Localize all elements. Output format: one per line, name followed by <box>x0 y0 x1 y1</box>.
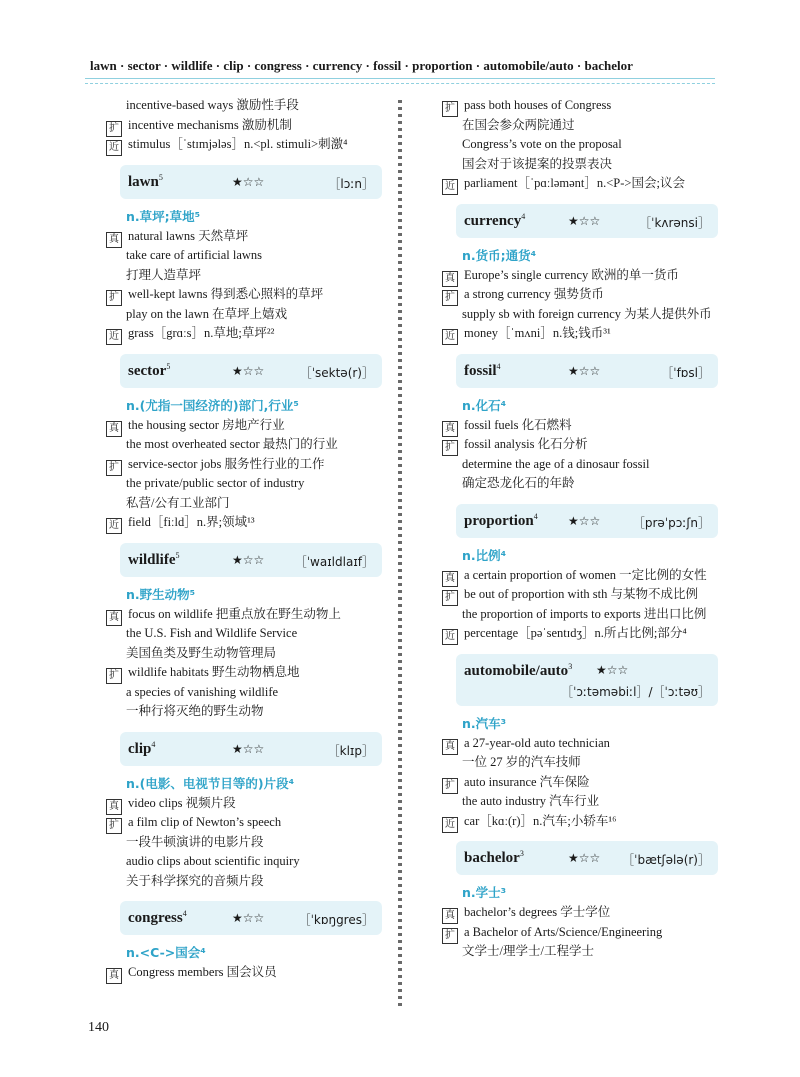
example-line <box>442 585 732 605</box>
entry-header-proportion <box>456 504 718 538</box>
tag-zhen-icon: 真 <box>442 271 458 287</box>
frequency-count: 5 <box>166 361 171 371</box>
tag-jin-icon: 近 <box>442 817 458 833</box>
frequency-count: 4 <box>182 909 187 918</box>
frequency-count: 4 <box>151 739 156 749</box>
star-rating-icon: ★☆☆ <box>232 911 265 925</box>
example-line <box>442 266 732 286</box>
example-line <box>442 135 732 155</box>
line-text: a strong currency 强势货币 <box>464 287 604 301</box>
headword <box>464 662 572 680</box>
headword <box>464 512 538 530</box>
line-text: 关于科学探究的音频片段 <box>126 873 264 888</box>
line-text: 一段牛顿演讲的电影片段 <box>126 834 264 849</box>
line-text: stimulus［ˈstɪmjələs］n.<pl. stimuli>刺激⁴ <box>128 137 348 151</box>
part-of-speech-definition: n.比例⁴ <box>462 547 507 563</box>
headword-text: proportion <box>464 512 534 529</box>
line-text: the private/public sector of industry <box>126 476 305 490</box>
entry-header-sector <box>120 354 382 388</box>
star-rating-icon: ★☆☆ <box>232 552 265 567</box>
headword-text: clip <box>128 740 152 757</box>
headword-text: sector <box>128 362 167 379</box>
frequency-count: 3 <box>519 849 524 858</box>
line-text: auto insurance 汽车保险 <box>464 774 590 789</box>
tag-jin-icon: 近 <box>106 329 122 345</box>
line-text: the auto industry 汽车行业 <box>462 794 600 808</box>
tag-zhen-icon: 真 <box>106 610 122 626</box>
headword <box>464 212 525 230</box>
star-rating-icon: ★☆☆ <box>596 662 629 677</box>
line-text: wildlife habitats 野生动物栖息地 <box>128 665 300 679</box>
line-text: money［ˈmʌni］n.钱;钱币³¹ <box>464 326 611 340</box>
part-of-speech-definition: n.(尤指一国经济的)部门,行业⁵ <box>126 397 299 413</box>
frequency-count: 4 <box>533 511 538 521</box>
star-rating-icon: ★☆☆ <box>568 513 601 528</box>
line-text: bachelor’s degrees 学士学位 <box>464 905 611 919</box>
line-text: a certain proportion of women 一定比例的女性 <box>464 567 707 582</box>
line-text: play on the lawn 在草坪上嬉戏 <box>126 306 288 321</box>
line-text: a species of vanishing wildlife <box>126 684 279 699</box>
star-rating-icon: ★☆☆ <box>232 363 265 378</box>
line-text: 确定恐龙化石的年龄 <box>462 476 575 490</box>
example-line <box>106 227 396 247</box>
example-line <box>106 96 396 116</box>
example-line <box>106 494 396 514</box>
example-line <box>442 734 732 754</box>
phonetic: ［klɪp］ <box>327 743 374 758</box>
example-line <box>106 324 396 344</box>
line-text: a Bachelor of Arts/Science/Engineering <box>464 924 663 939</box>
line-text: a 27-year-old auto technician <box>464 735 610 750</box>
example-line <box>106 872 396 892</box>
line-text: 文学士/理学士/工程学士 <box>462 944 594 958</box>
example-line <box>106 644 396 664</box>
line-text: car［kɑː(r)］n.汽车;小轿车¹⁶ <box>464 813 617 828</box>
tag-zhen-icon: 真 <box>106 968 122 984</box>
example-line <box>442 566 732 586</box>
line-text: incentive-based ways 激励性手段 <box>126 98 299 112</box>
headword-text: lawn <box>128 173 159 190</box>
example-line <box>442 474 732 494</box>
example-line <box>442 923 732 943</box>
tag-zhen-icon: 真 <box>442 571 458 587</box>
line-text: 美国鱼类及野生动物管理局 <box>126 645 277 660</box>
headword <box>128 173 163 191</box>
line-text: the U.S. Fish and Wildlife Service <box>126 626 298 640</box>
frequency-count: 5 <box>175 550 180 560</box>
part-of-speech-definition: n.(电影、电视节目等的)片段⁴ <box>126 775 295 791</box>
tag-kuo-icon: 扩 <box>106 290 122 306</box>
headword-text: congress <box>128 910 183 926</box>
line-text: 国会对于该提案的投票表决 <box>462 156 613 171</box>
headword-text: bachelor <box>464 850 520 866</box>
example-line <box>106 135 396 155</box>
line-text: Congress members 国会议员 <box>128 965 277 979</box>
entry-header-currency <box>456 204 718 238</box>
left-column <box>106 96 396 983</box>
part-of-speech-definition: n.草坪;草地⁵ <box>126 208 201 224</box>
tag-jin-icon: 近 <box>442 329 458 345</box>
line-text: incentive mechanisms 激励机制 <box>128 117 292 132</box>
frequency-count: 5 <box>158 172 163 182</box>
tag-kuo-icon: 扩 <box>442 440 458 456</box>
example-line <box>442 753 732 773</box>
tag-kuo-icon: 扩 <box>106 460 122 476</box>
tag-kuo-icon: 扩 <box>442 101 458 117</box>
example-line <box>106 663 396 683</box>
headword <box>128 740 155 758</box>
example-line <box>442 792 732 812</box>
header-dashed-rule <box>85 83 715 84</box>
header-rule <box>85 78 715 79</box>
tag-kuo-icon: 扩 <box>106 818 122 834</box>
tag-jin-icon: 近 <box>442 629 458 645</box>
example-line <box>106 285 396 305</box>
example-line <box>106 963 396 983</box>
example-line <box>106 455 396 475</box>
line-text: natural lawns 天然草坪 <box>128 228 249 243</box>
line-text: determine the age of a dinosaur fossil <box>462 456 650 471</box>
line-text: 一种行将灭绝的野生动物 <box>126 704 264 718</box>
phonetic: ［ˈɔːtəməbiːl］/［ˈɔːtəʊ］ <box>561 684 710 699</box>
example-line <box>106 435 396 455</box>
tag-kuo-icon: 扩 <box>442 778 458 794</box>
star-rating-icon: ★☆☆ <box>568 851 601 865</box>
phonetic: ［ˈfɒsl］ <box>661 365 710 380</box>
column-divider <box>396 100 404 1010</box>
line-text: service-sector jobs 服务性行业的工作 <box>128 456 325 471</box>
phonetic: ［ˈwaɪldlaɪf］ <box>294 554 374 569</box>
line-text: grass［grɑːs］n.草地;草坪²² <box>128 326 275 340</box>
tag-kuo-icon: 扩 <box>106 121 122 137</box>
part-of-speech-definition: n.野生动物⁵ <box>126 586 196 602</box>
tag-zhen-icon: 真 <box>106 421 122 437</box>
frequency-count: 4 <box>496 361 501 371</box>
part-of-speech-definition: n.<C->国会⁴ <box>126 945 206 960</box>
headword-text: automobile/auto <box>464 662 569 679</box>
example-line <box>106 702 396 722</box>
tag-zhen-icon: 真 <box>442 421 458 437</box>
example-line <box>442 285 732 305</box>
example-line <box>106 794 396 814</box>
line-text: 私营/公有工业部门 <box>126 495 230 510</box>
line-text: pass both houses of Congress <box>464 98 612 112</box>
example-line <box>106 305 396 325</box>
phonetic: ［ˈkɒŋgres］ <box>298 913 374 927</box>
line-text: percentage［pəˈsentɪdʒ］n.所占比例;部分⁴ <box>464 626 687 640</box>
example-line <box>442 903 732 923</box>
line-text: take care of artificial lawns <box>126 248 263 262</box>
example-line <box>106 266 396 286</box>
line-text: supply sb with foreign currency 为某人提供外币 <box>462 306 712 321</box>
line-text: 一位 27 岁的汽车技师 <box>462 755 581 769</box>
phonetic: ［prəˈpɔːʃn］ <box>632 515 710 530</box>
tag-zhen-icon: 真 <box>442 739 458 755</box>
tag-zhen-icon: 真 <box>442 908 458 924</box>
page-header: lawn · sector · wildlife · clip · congress · currency · fossil · proportion · automobile/auto · bachelor <box>90 58 633 73</box>
headword <box>128 909 187 927</box>
example-line <box>442 812 732 832</box>
entry-header-lawn <box>120 165 382 199</box>
example-line <box>106 116 396 136</box>
entry-header-clip <box>120 732 382 766</box>
page-number: 140 <box>88 1020 109 1035</box>
line-text: field［fiːld］n.界;领域¹³ <box>128 515 255 529</box>
headword <box>464 849 524 867</box>
line-text: fossil fuels 化石燃料 <box>464 417 572 432</box>
line-text: the proportion of imports to exports 进出口比例 <box>462 606 707 621</box>
line-text: be out of proportion with sth 与某物不成比例 <box>464 587 699 601</box>
star-rating-icon: ★☆☆ <box>568 213 601 228</box>
phonetic: ［ˈbætʃələ(r)］ <box>622 853 710 867</box>
entry-header-fossil <box>456 354 718 388</box>
example-line <box>442 435 732 455</box>
line-text: parliament［ˈpɑːləmənt］n.<P->国会;议会 <box>464 176 685 190</box>
line-text: Congress’s vote on the proposal <box>462 137 622 151</box>
tag-zhen-icon: 真 <box>106 232 122 248</box>
example-line <box>442 773 732 793</box>
example-line <box>106 624 396 644</box>
line-text: focus on wildlife 把重点放在野生动物上 <box>128 606 341 621</box>
tag-jin-icon: 近 <box>442 179 458 195</box>
headword <box>128 551 180 569</box>
tag-kuo-icon: 扩 <box>442 928 458 944</box>
frequency-count: 4 <box>521 211 526 221</box>
phonetic: ［ˈkʌrənsi］ <box>639 215 710 230</box>
line-text: the most overheated sector 最热门的行业 <box>126 437 338 451</box>
part-of-speech-definition: n.汽车³ <box>462 715 507 731</box>
tag-jin-icon: 近 <box>106 518 122 534</box>
example-line <box>442 942 732 962</box>
entry-header-bachelor <box>456 841 718 875</box>
headword <box>464 362 501 380</box>
right-column <box>442 96 732 962</box>
tag-kuo-icon: 扩 <box>442 590 458 606</box>
headword <box>128 362 170 380</box>
line-text: Europe’s single currency 欧洲的单一货币 <box>464 267 679 282</box>
example-line <box>106 852 396 872</box>
example-line <box>106 513 396 533</box>
line-text: fossil analysis 化石分析 <box>464 437 588 451</box>
line-text: a film clip of Newton’s speech <box>128 815 282 829</box>
tag-kuo-icon: 扩 <box>442 290 458 306</box>
line-text: well-kept lawns 得到悉心照料的草坪 <box>128 287 324 301</box>
example-line <box>442 155 732 175</box>
example-line <box>106 833 396 853</box>
line-text: video clips 视频片段 <box>128 795 236 810</box>
tag-kuo-icon: 扩 <box>106 668 122 684</box>
phonetic: ［lɔːn］ <box>328 176 374 191</box>
example-line <box>442 624 732 644</box>
star-rating-icon: ★☆☆ <box>232 741 265 756</box>
star-rating-icon: ★☆☆ <box>232 174 265 189</box>
example-line <box>442 174 732 194</box>
part-of-speech-definition: n.化石⁴ <box>462 397 507 413</box>
example-line <box>442 305 732 325</box>
entry-header-congress <box>120 901 382 935</box>
headword-text: currency <box>464 212 522 229</box>
phonetic: ［ˈsektə(r)］ <box>299 365 374 380</box>
entry-header-wildlife <box>120 543 382 577</box>
part-of-speech-definition: n.学士³ <box>462 885 507 900</box>
example-line <box>106 474 396 494</box>
line-text: the housing sector 房地产行业 <box>128 417 285 432</box>
example-line <box>106 813 396 833</box>
headword-text: fossil <box>464 362 497 379</box>
example-line <box>106 605 396 625</box>
tag-jin-icon: 近 <box>106 140 122 156</box>
example-line <box>442 416 732 436</box>
frequency-count: 3 <box>568 661 573 671</box>
example-line <box>442 116 732 136</box>
star-rating-icon: ★☆☆ <box>568 363 601 378</box>
part-of-speech-definition: n.货币;通货⁴ <box>462 247 537 263</box>
example-line <box>106 416 396 436</box>
entry-header-automobile-auto <box>456 654 718 706</box>
tag-zhen-icon: 真 <box>106 799 122 815</box>
example-line <box>106 683 396 703</box>
example-line <box>442 96 732 116</box>
example-line <box>442 605 732 625</box>
line-text: 在国会参众两院通过 <box>462 117 575 132</box>
example-line <box>106 246 396 266</box>
line-text: 打理人造草坪 <box>126 267 202 282</box>
example-line <box>442 324 732 344</box>
line-text: audio clips about scientific inquiry <box>126 854 300 868</box>
headword-text: wildlife <box>128 551 176 568</box>
example-line <box>442 455 732 475</box>
